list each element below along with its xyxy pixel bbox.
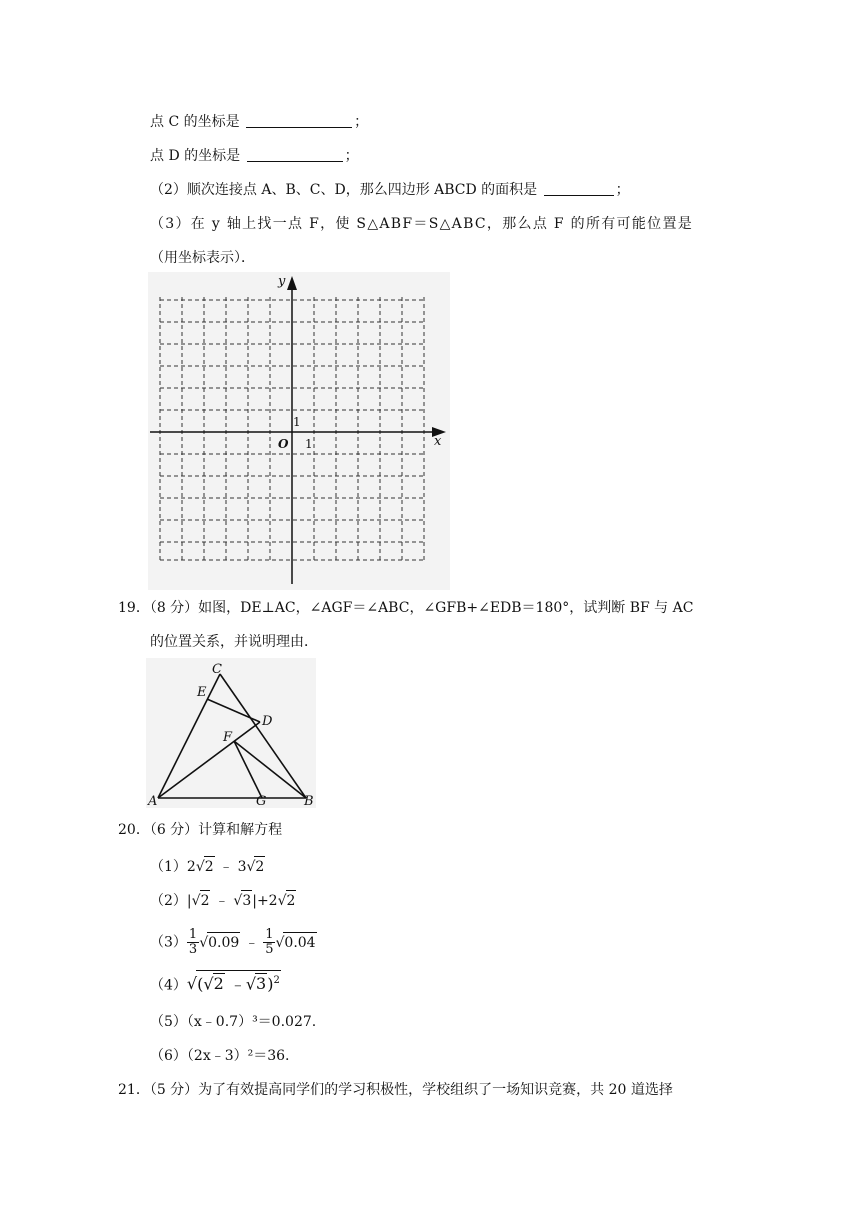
point-c-prompt: 点 C 的坐标是 [150, 114, 240, 130]
q20-part1 [150, 856, 265, 877]
part3-line1: （3）在 y 轴上找一点 F，使 S△ABF＝S△ABC，那么点 F 的所有可能位置是 [150, 216, 694, 232]
q19-line1: 19．（8 分）如图，DE⊥AC，∠AGF＝∠ABC，∠GFB+∠EDB＝180°，试判断 BF 与 AC [118, 600, 694, 616]
point-d-line [150, 146, 359, 166]
part4-label: （4） [150, 977, 187, 994]
label-c: C [212, 662, 222, 677]
unit-x-label: 1 [305, 437, 313, 451]
label-g: G [256, 794, 267, 809]
label-b: B [304, 794, 314, 809]
area-blank[interactable] [544, 181, 614, 196]
origin-label: O [278, 437, 289, 451]
part3-line2: （用坐标表示）． [150, 250, 255, 266]
part2-label: （2） [150, 893, 187, 909]
part2-line [150, 180, 630, 200]
point-c-blank[interactable] [246, 113, 352, 128]
part3-expr: $\frac{1}{3}$ √0.09 ﹣ $\frac{1}{5}$ √0.04 [188, 927, 316, 957]
q20-title: 20．（6 分）计算和解方程 [118, 822, 283, 838]
part3-label: （3） [150, 934, 187, 951]
q20-part3 [150, 928, 317, 957]
point-c-line [150, 112, 368, 132]
q19-line2: 的位置关系，并说明理由． [150, 634, 318, 650]
semicolon: ； [615, 182, 630, 198]
unit-y-label: 1 [293, 415, 301, 429]
y-axis-label: y [278, 274, 286, 289]
q20-part6: （6）（2x﹣3）²＝36. [150, 1048, 290, 1064]
label-d: D [262, 714, 273, 729]
label-e: E [197, 685, 207, 700]
q20-part4 [150, 970, 281, 995]
semicolon: ； [344, 148, 359, 164]
point-d-prompt: 点 D 的坐标是 [150, 148, 241, 164]
point-d-blank[interactable] [247, 147, 343, 162]
q20-part5: （5）（x﹣0.7）³＝0.027. [150, 1014, 317, 1030]
q20-part2 [150, 890, 296, 911]
label-f: F [223, 730, 233, 745]
part4-expr: √(√2 ﹣√3)$^2$ [187, 974, 281, 993]
x-axis-label: x [434, 434, 442, 449]
part2-expr: |√2 ﹣ √3|+2√2 [187, 893, 297, 909]
semicolon: ； [354, 114, 369, 130]
part1-expr: 2√2 ﹣ 3√2 [187, 859, 265, 875]
q21-line1: 21．（5 分）为了有效提高同学们的学习积极性，学校组织了一场知识竞赛，共 20 道选择 [118, 1082, 673, 1098]
part2-text: （2）顺次连接点 A、B、C、D，那么四边形 ABCD 的面积是 [150, 182, 538, 198]
part1-label: （1） [150, 859, 187, 875]
label-a: A [148, 794, 158, 809]
